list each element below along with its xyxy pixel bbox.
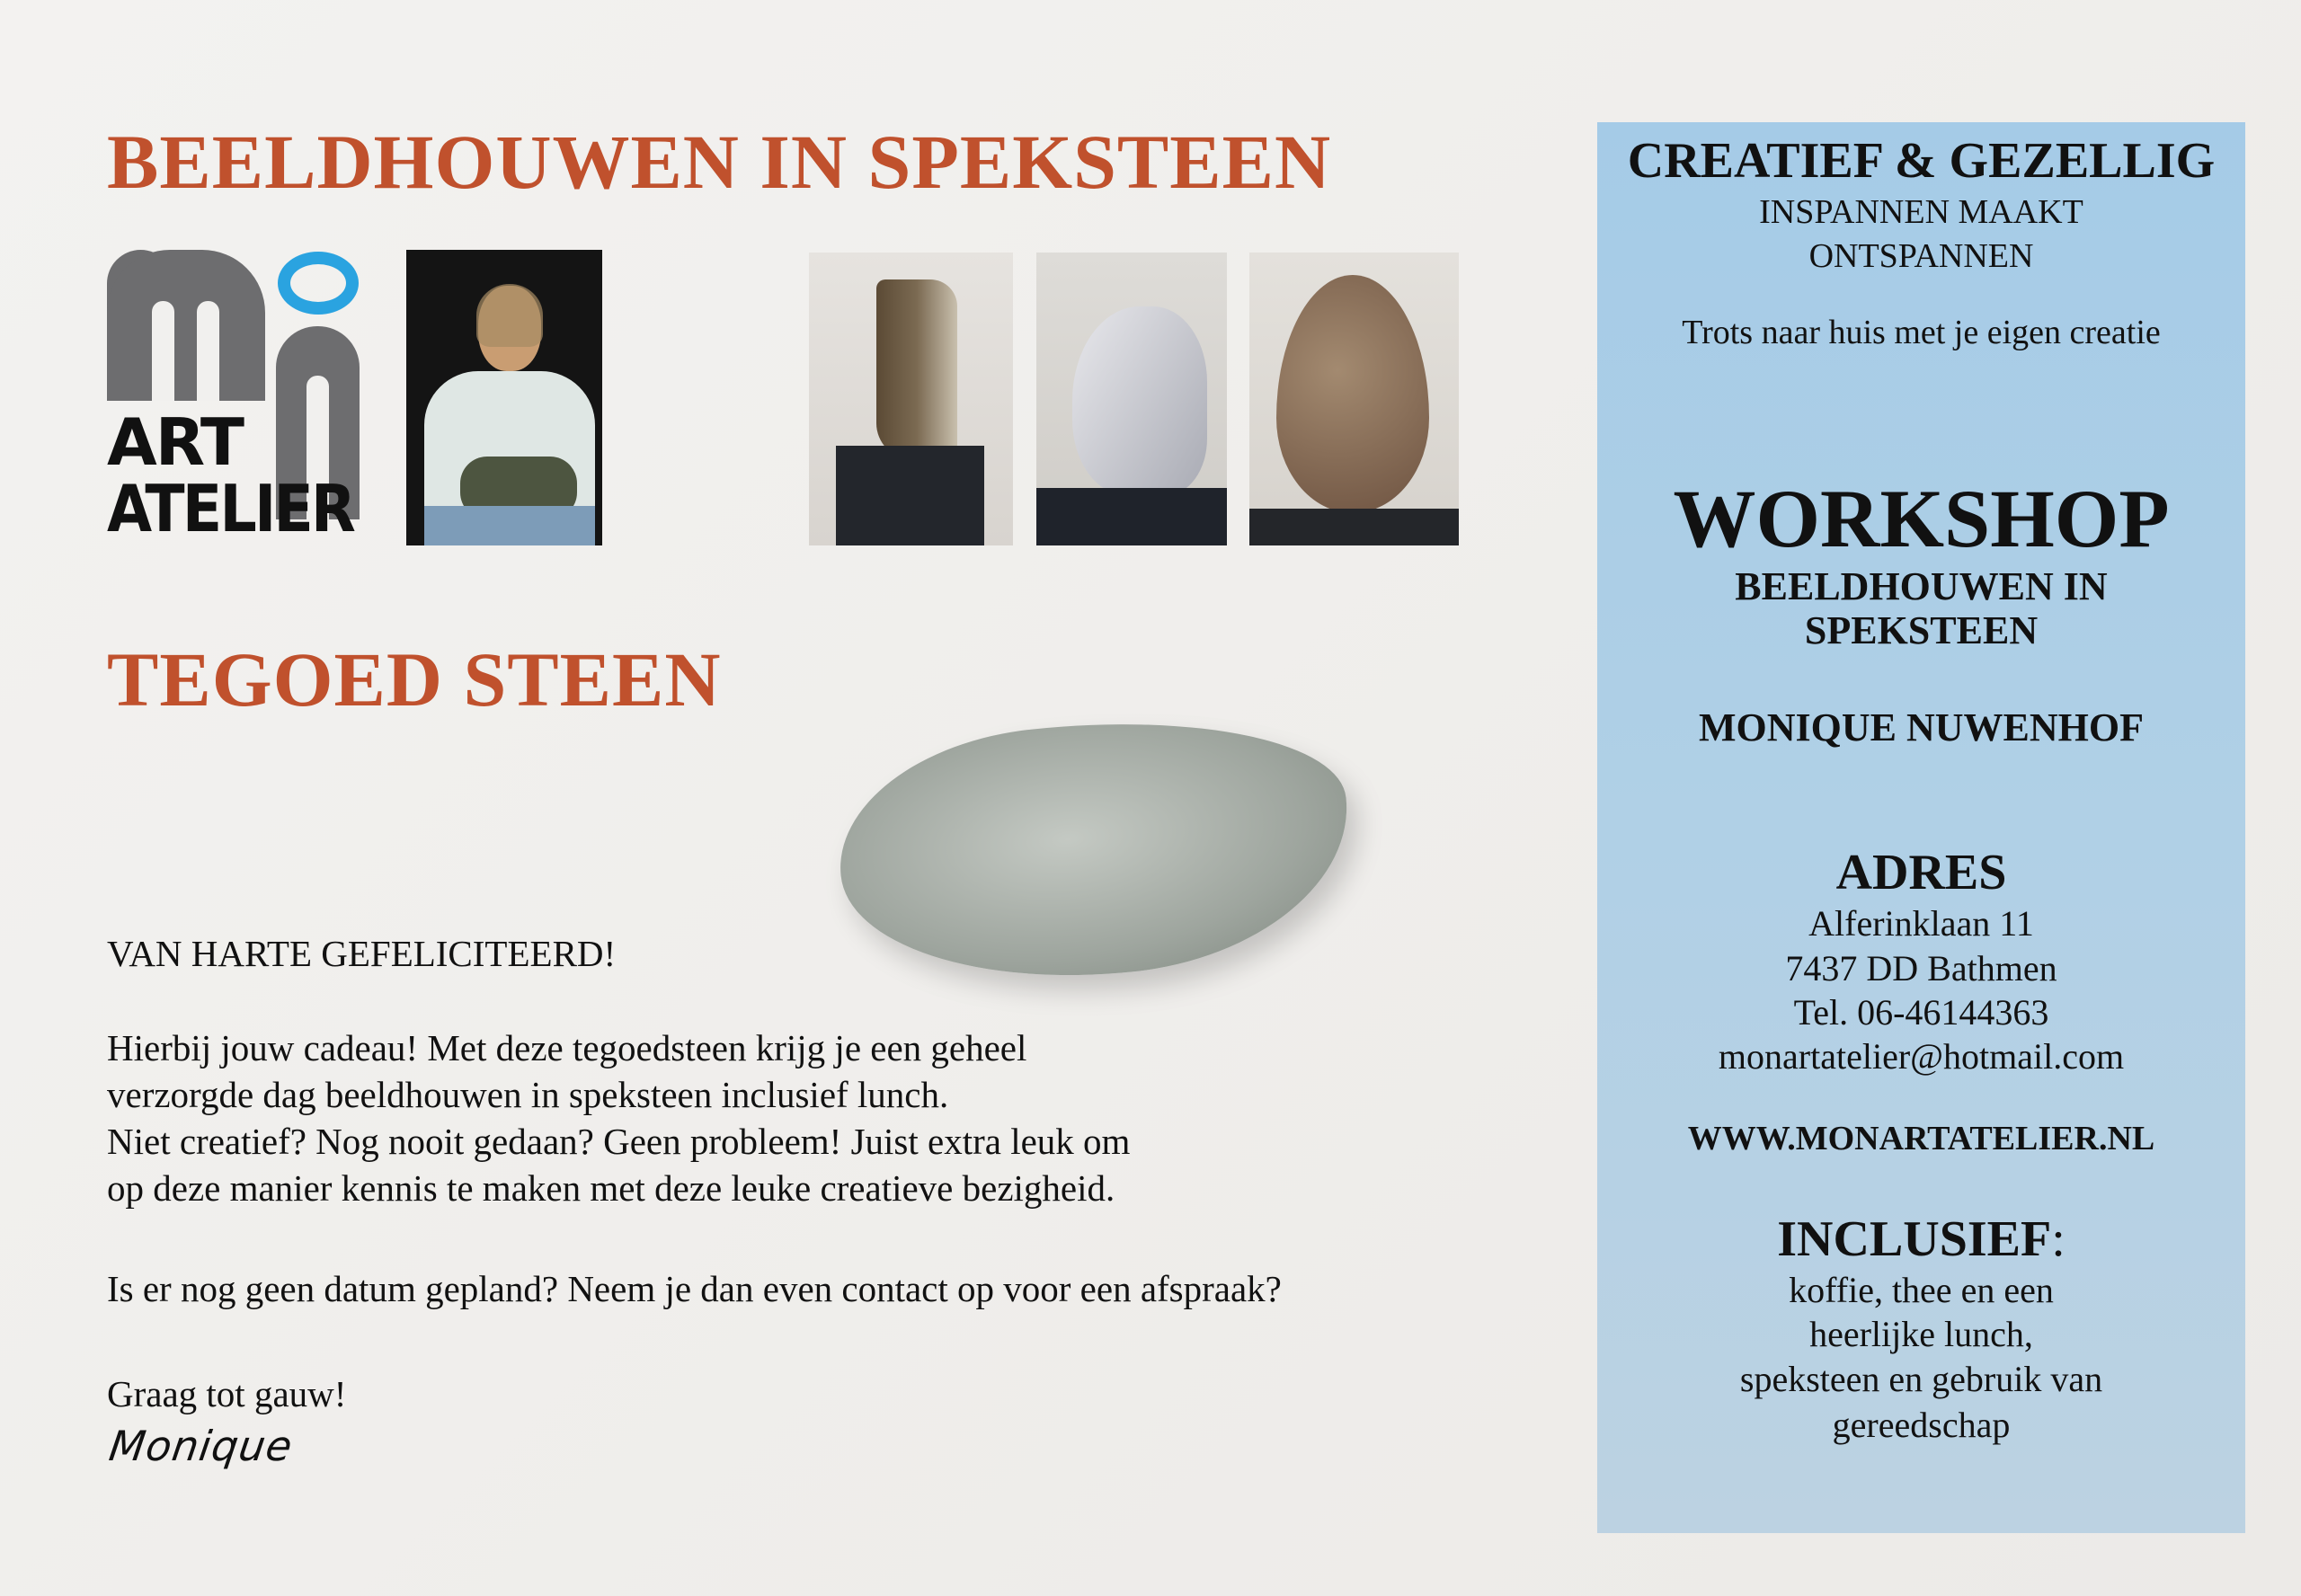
email-link[interactable]: monartatelier@hotmail.com <box>1718 1036 2125 1077</box>
info-panel <box>1597 122 2245 1533</box>
included-item: koffie, thee en een <box>1789 1270 2054 1310</box>
greeting: VAN HARTE GEFELICITEERD! <box>107 933 617 974</box>
address-label: ADRES <box>1835 845 2007 900</box>
website-link[interactable]: WWW.MONARTATELIER.NL <box>1687 1120 2155 1157</box>
tagline-2: ONTSPANNEN <box>1808 237 2034 275</box>
phone: Tel. 06-46144363 <box>1793 992 2049 1033</box>
city: 7437 DD Bathmen <box>1785 948 2057 989</box>
included-label: INCLUSIEF <box>1777 1211 2052 1267</box>
voucher-subtitle: TEGOED STEEN <box>107 636 722 723</box>
street: Alferinklaan 11 <box>1808 903 2034 944</box>
instructor-name: MONIQUE NUWENHOF <box>1699 705 2144 749</box>
included-item: heerlijke lunch, <box>1809 1314 2033 1354</box>
main-title: BEELDHOUWEN IN SPEKSTEEN <box>107 119 1332 205</box>
workshop-sub-1: BEELDHOUWEN IN <box>1735 564 2108 608</box>
logo-atelier: ATELIER <box>107 471 354 546</box>
soapstone-image <box>828 697 1362 1001</box>
paragraph-line: verzorgde dag beeldhouwen in speksteen inclusief lunch. <box>107 1074 949 1115</box>
paragraph-line: Hierbij jouw cadeau! Met deze tegoedsteen krijg je een geheel <box>107 1027 1027 1068</box>
logo-ring-icon <box>278 252 359 315</box>
workshop-heading: WORKSHOP <box>1673 473 2170 564</box>
included-heading: INCLUSIEF: <box>1777 1211 2066 1267</box>
monartatelier-logo <box>107 250 389 545</box>
closing: Graag tot gauw! <box>107 1373 347 1414</box>
included-item: gereedschap <box>1832 1405 2011 1445</box>
slogan: CREATIEF & GEZELLIG <box>1627 133 2216 189</box>
tagline-1: INSPANNEN MAAKT <box>1759 193 2083 231</box>
question: Is er nog geen datum gepland? Neem je dan even contact op voor een afspraak? <box>107 1268 1282 1309</box>
signature: Monique <box>106 1422 297 1470</box>
paragraph-line: Niet creatief? Nog nooit gedaan? Geen probleem! Juist extra leuk om <box>107 1121 1131 1162</box>
sculpture-photo-3 <box>1249 253 1459 545</box>
sculpture-photo-2 <box>1036 253 1227 545</box>
included-item: speksteen en gebruik van <box>1739 1359 2103 1399</box>
paragraph-line: op deze manier kennis te maken met deze leuke creatieve bezigheid. <box>107 1167 1115 1209</box>
logo-art: ART <box>107 404 244 480</box>
sculpture-photo-1 <box>809 253 1013 545</box>
logo-m <box>107 250 265 401</box>
portrait-photo <box>406 250 602 545</box>
pride-text: Trots naar huis met je eigen creatie <box>1682 314 2161 351</box>
workshop-sub-2: SPEKSTEEN <box>1804 608 2039 652</box>
